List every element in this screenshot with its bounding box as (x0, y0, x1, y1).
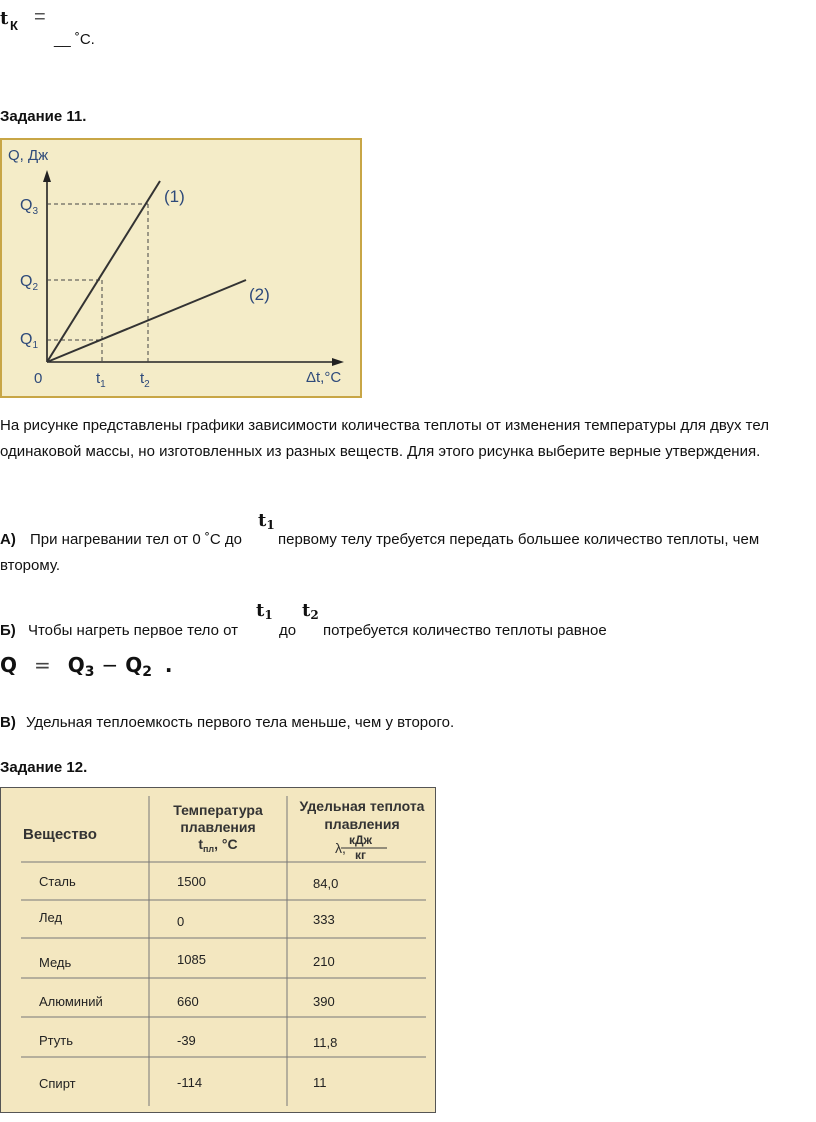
cell-temp: 1085 (177, 952, 206, 967)
statement-b-text-after: потребуется количество теплоты равное (323, 622, 607, 639)
header-heat-symbol: λ, (335, 840, 346, 856)
formula-subscript: К (10, 18, 18, 33)
statement-a-text-before: При нагревании тел от 0 ˚С до (30, 531, 242, 548)
formula-lhs: Q (0, 653, 18, 677)
statement-b-t2-sub: 2 (310, 608, 319, 622)
answer-blank: __ ˚С. (54, 31, 95, 48)
cell-heat: 84,0 (313, 876, 339, 891)
cell-substance: Лед (39, 910, 63, 925)
formula-equals: = (34, 6, 46, 28)
statement-b-marker: Б) (0, 622, 16, 639)
cell-temp: 660 (177, 994, 199, 1009)
cell-temp: 1500 (177, 874, 206, 889)
tick-t1: $t_1$ (96, 370, 106, 390)
tick-t2: $t_2$ (140, 370, 150, 390)
tick-q2: $Q_2$ (20, 273, 39, 293)
statement-v-text: Удельная теплоемкость первого тела меньше, чем у второго. (26, 714, 455, 731)
task11-description: На рисунке представлены графики зависимости количества теплоты от изменения температуры для двух тел одинаковой массы, но изготовленных из разных веществ. Для этого рисунка выберите верные утверждения. (0, 417, 769, 460)
x-axis-label: Δt,°C (306, 369, 342, 386)
task11-heading: Задание 11. (0, 108, 87, 125)
cell-substance: Спирт (39, 1076, 76, 1091)
cell-heat: 11,8 (313, 1035, 338, 1050)
origin-label: 0 (34, 370, 43, 387)
tick-q3: $Q_3$ (20, 197, 39, 217)
statement-b-t1: t (256, 600, 265, 621)
header-temp-sub: пл (203, 844, 215, 854)
heat-graph-svg (0, 138, 362, 398)
cell-substance: Ртуть (39, 1033, 73, 1048)
statement-a-t: t (258, 510, 267, 531)
task12-heading: Задание 12. (0, 759, 88, 776)
statement-b-line (0, 621, 238, 641)
header-temp-t: t (198, 836, 203, 852)
cell-temp: -114 (177, 1075, 203, 1090)
formula-minus: − (101, 653, 119, 677)
cell-heat: 11 (313, 1075, 327, 1090)
header-temp-line1: Температура (173, 802, 263, 818)
cell-heat: 390 (313, 994, 335, 1009)
heat-graph (0, 138, 362, 398)
header-temp-symbol (151, 836, 285, 855)
formula-symbol: t (0, 8, 9, 29)
header-temp-unit: , °C (214, 836, 238, 852)
statement-b-symbol1 (256, 600, 273, 621)
statement-b-formula (0, 653, 173, 680)
cell-temp: -39 (177, 1033, 196, 1048)
formula-a-sub: 3 (84, 664, 95, 680)
formula-b: Q (125, 653, 143, 677)
cell-heat: 210 (313, 954, 335, 969)
statement-a-text-after: первому телу требуется передать большее количество теплоты, чем второму. (0, 531, 760, 574)
statement-b-t2: t (302, 600, 311, 621)
formula-eq: = (33, 653, 51, 677)
formula-b-sub: 2 (142, 664, 152, 680)
cell-substance: Алюминий (39, 994, 103, 1009)
header-heat-unit-den: кг (355, 848, 367, 862)
cell-substance: Сталь (39, 874, 76, 889)
header-heat-line1: Удельная теплота (299, 798, 425, 814)
tick-q1: $Q_1$ (20, 331, 39, 351)
line-1-label: (1) (164, 187, 185, 206)
melting-table (0, 787, 436, 1113)
statement-b-text-middle: до (279, 622, 297, 639)
line-2-label: (2) (249, 285, 270, 304)
y-axis-label: Q, Дж (8, 147, 49, 164)
statement-b-symbol2 (302, 600, 319, 621)
formula-end: . (164, 653, 173, 677)
statement-v-marker: В) (0, 714, 16, 731)
statement-b-t1-sub: 1 (264, 608, 273, 622)
statement-v (0, 713, 454, 733)
header-temp-line2: плавления (180, 819, 256, 835)
header-heat-line2: плавления (324, 816, 400, 832)
statement-b-text-before: Чтобы нагреть первое тело от (27, 622, 238, 639)
formula-a: Q (67, 653, 85, 677)
cell-heat: 333 (313, 912, 335, 927)
statement-a-t-sub: 1 (266, 518, 275, 532)
cell-temp: 0 (177, 914, 185, 929)
header-substance: Вещество (23, 826, 97, 843)
statement-a-marker: А) (0, 531, 16, 548)
cell-substance: Медь (39, 955, 72, 970)
header-heat-unit-num: кДж (349, 833, 373, 847)
